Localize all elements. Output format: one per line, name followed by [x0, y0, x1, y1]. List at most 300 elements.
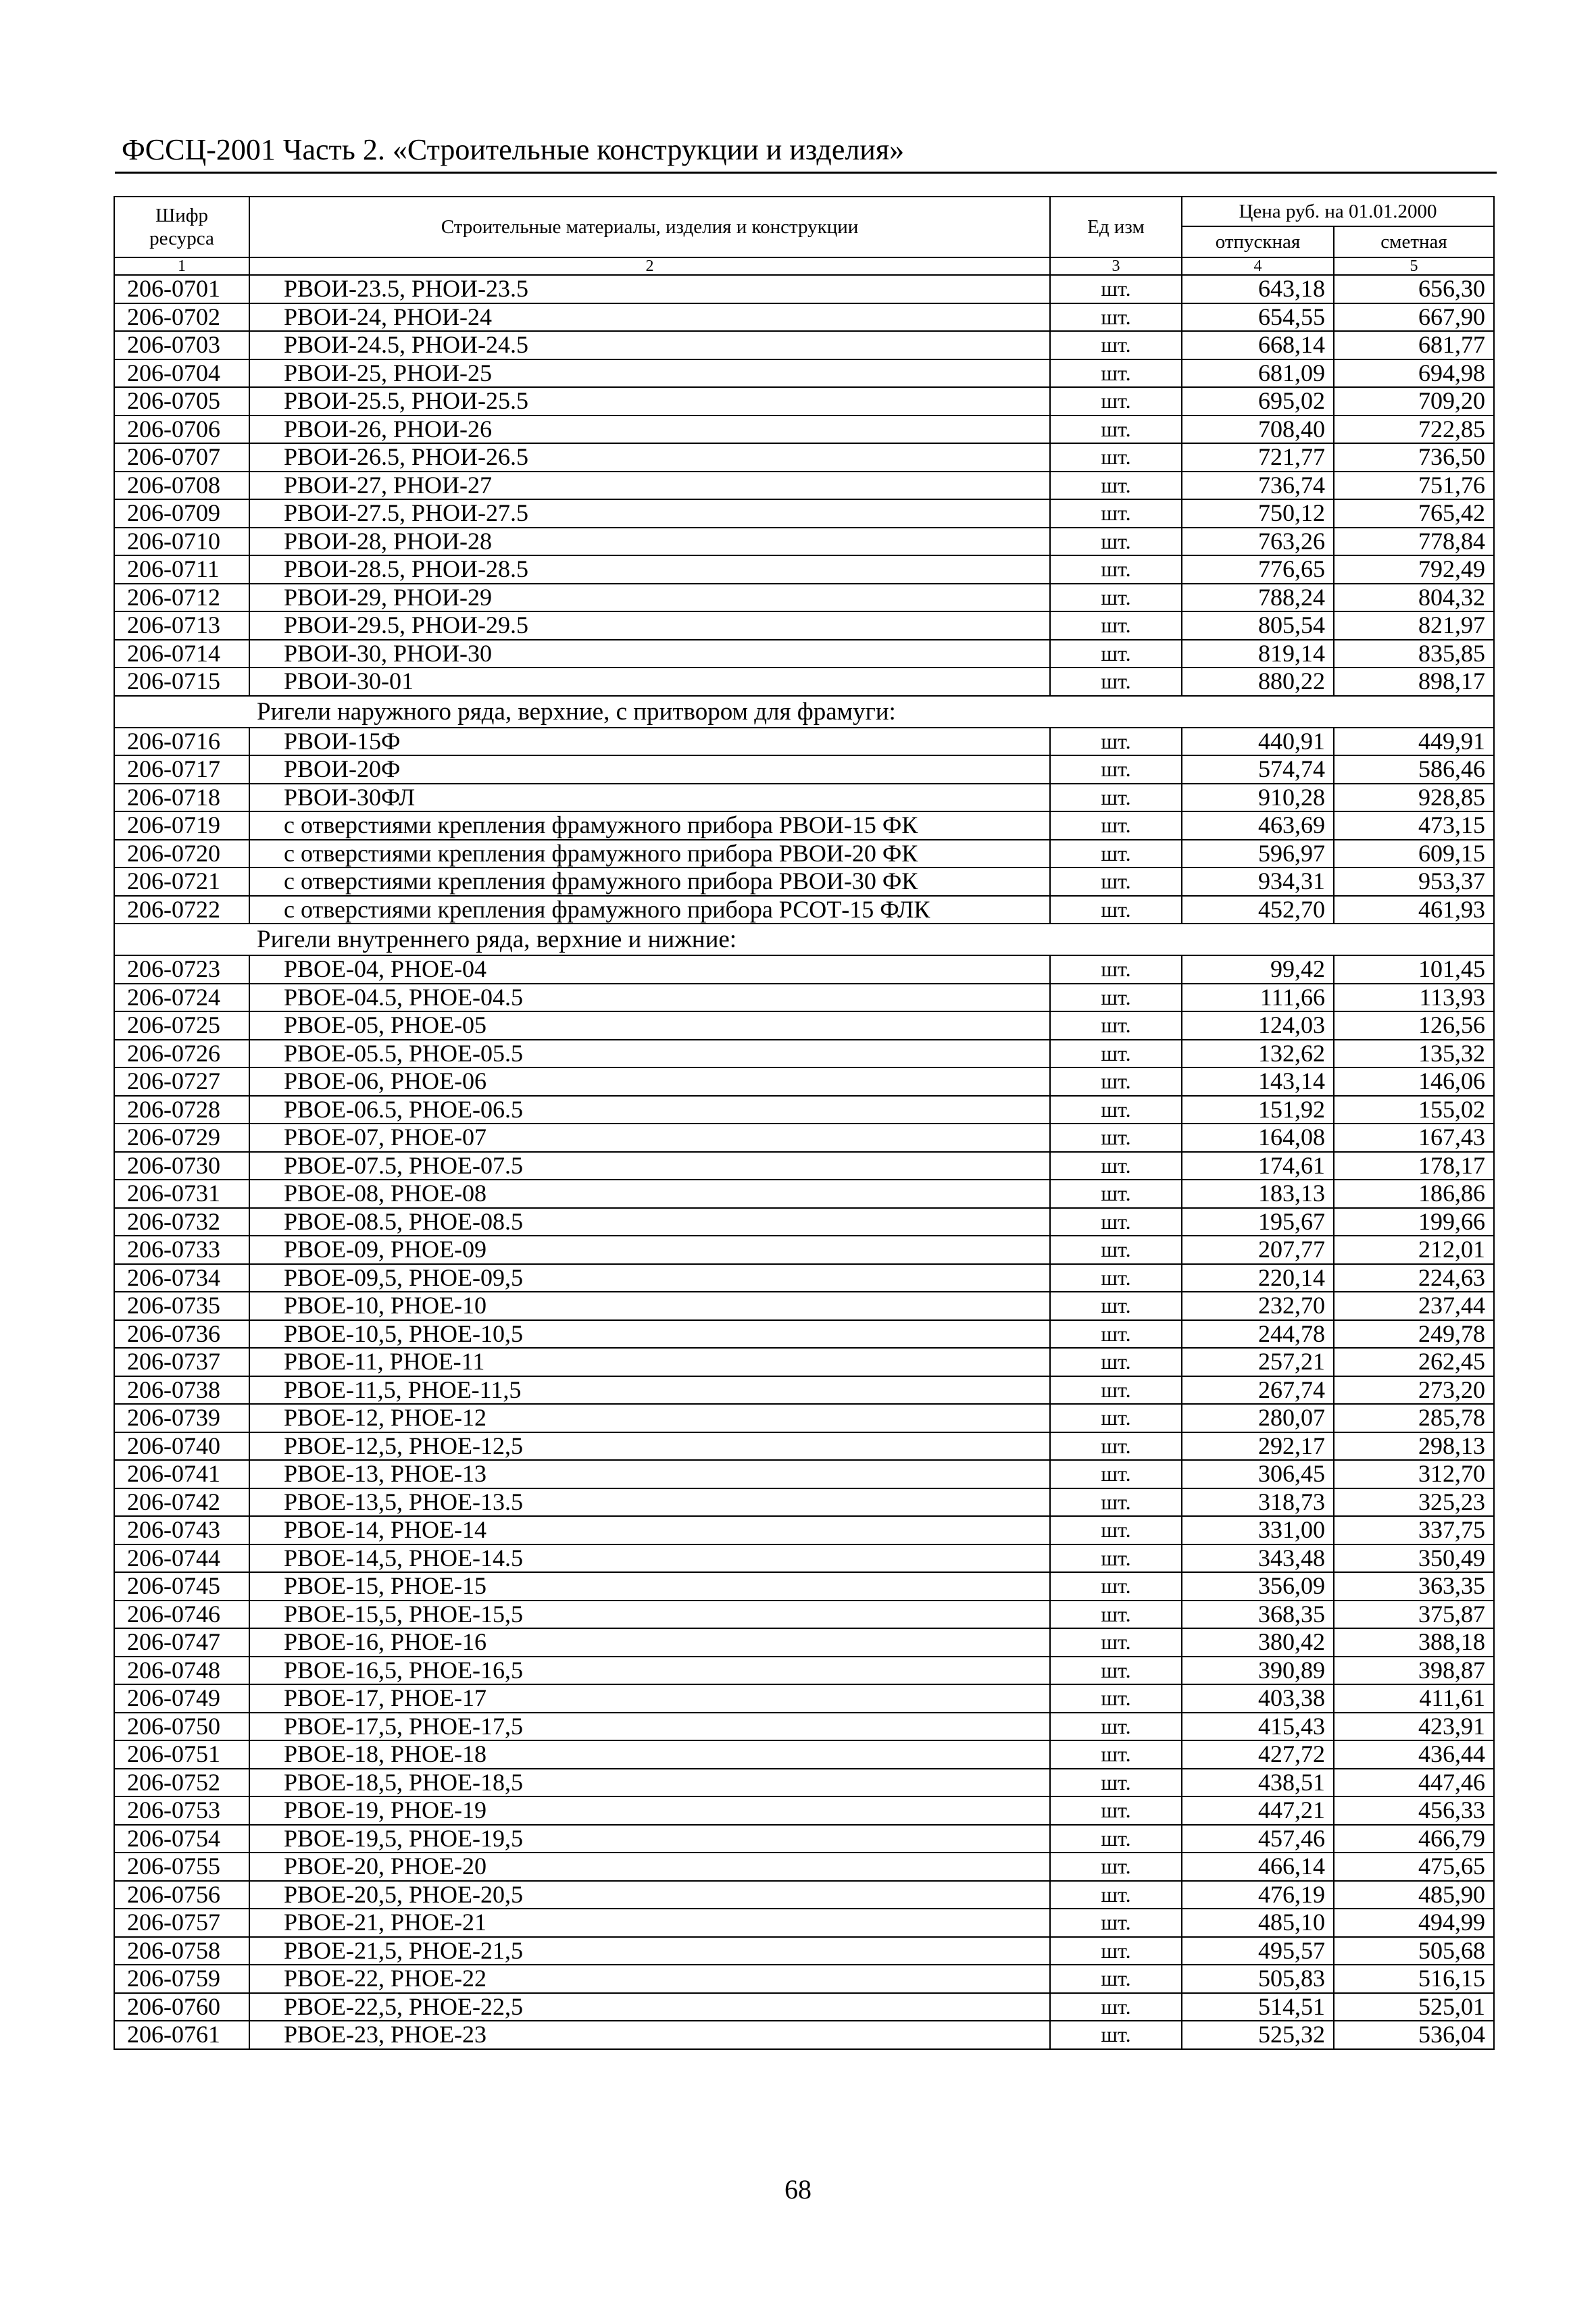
release-price: 910,28 — [1182, 784, 1334, 812]
unit-cell: шт. — [1050, 1937, 1182, 1965]
estimate-price: 146,06 — [1334, 1067, 1494, 1096]
estimate-price: 485,90 — [1334, 1881, 1494, 1909]
resource-code: 206-0703 — [114, 331, 249, 359]
table-row — [114, 1572, 1494, 1601]
resource-code: 206-0747 — [114, 1628, 249, 1657]
release-price: 457,46 — [1182, 1825, 1334, 1853]
estimate-price: 609,15 — [1334, 840, 1494, 868]
item-name: РВОИ-30ФЛ — [249, 784, 1050, 812]
item-name: РВОЕ-14, РНОЕ-14 — [249, 1516, 1050, 1544]
estimate-price: 461,93 — [1334, 896, 1494, 924]
resource-code: 206-0760 — [114, 1993, 249, 2021]
release-price: 438,51 — [1182, 1769, 1334, 1797]
header-rule — [115, 172, 1497, 174]
table-row — [114, 1657, 1494, 1685]
release-price: 466,14 — [1182, 1853, 1334, 1881]
unit-cell: шт. — [1050, 1348, 1182, 1376]
item-name: РВОЕ-23, РНОЕ-23 — [249, 2021, 1050, 2049]
item-name: РВОЕ-19, РНОЕ-19 — [249, 1796, 1050, 1825]
table-row — [114, 528, 1494, 556]
release-price: 750,12 — [1182, 499, 1334, 528]
section-row — [114, 696, 1494, 728]
table-row — [114, 1516, 1494, 1544]
resource-code: 206-0742 — [114, 1488, 249, 1517]
estimate-price: 681,77 — [1334, 331, 1494, 359]
resource-code: 206-0746 — [114, 1601, 249, 1629]
item-name: РВОЕ-13,5, РНОЕ-13.5 — [249, 1488, 1050, 1517]
unit-cell: шт. — [1050, 1320, 1182, 1349]
estimate-price: 101,45 — [1334, 955, 1494, 984]
estimate-price: 778,84 — [1334, 528, 1494, 556]
table-row — [114, 1348, 1494, 1376]
resource-code: 206-0712 — [114, 584, 249, 612]
estimate-price: 436,44 — [1334, 1740, 1494, 1769]
unit-cell: шт. — [1050, 1881, 1182, 1909]
table-row — [114, 275, 1494, 303]
release-price: 267,74 — [1182, 1376, 1334, 1405]
item-name: РВОЕ-09,5, РНОЕ-09,5 — [249, 1264, 1050, 1292]
table-row — [114, 2021, 1494, 2049]
unit-cell: шт. — [1050, 1628, 1182, 1657]
table-row — [114, 1740, 1494, 1769]
item-name: РВОЕ-05.5, РНОЕ-05.5 — [249, 1040, 1050, 1068]
estimate-price: 423,91 — [1334, 1713, 1494, 1741]
item-name: РВОЕ-12,5, РНОЕ-12,5 — [249, 1432, 1050, 1461]
price-table — [114, 196, 1495, 2050]
table-row — [114, 1096, 1494, 1124]
table-row — [114, 1460, 1494, 1488]
estimate-price: 285,78 — [1334, 1404, 1494, 1432]
unit-cell: шт. — [1050, 1292, 1182, 1320]
resource-code: 206-0755 — [114, 1853, 249, 1881]
resource-code: 206-0739 — [114, 1404, 249, 1432]
resource-code: 206-0741 — [114, 1460, 249, 1488]
unit-cell: шт. — [1050, 1152, 1182, 1180]
estimate-price: 765,42 — [1334, 499, 1494, 528]
item-name: РВОЕ-21, РНОЕ-21 — [249, 1909, 1050, 1937]
table-row — [114, 1601, 1494, 1629]
release-price: 681,09 — [1182, 359, 1334, 388]
col-number-5: 5 — [1334, 257, 1494, 275]
resource-code: 206-0718 — [114, 784, 249, 812]
estimate-price: 475,65 — [1334, 1853, 1494, 1881]
release-price: 124,03 — [1182, 1011, 1334, 1040]
item-name: РВОЕ-11,5, РНОЕ-11,5 — [249, 1376, 1050, 1405]
resource-code: 206-0726 — [114, 1040, 249, 1068]
estimate-price: 536,04 — [1334, 2021, 1494, 2049]
resource-code: 206-0705 — [114, 387, 249, 416]
resource-code: 206-0711 — [114, 555, 249, 584]
resource-code: 206-0725 — [114, 1011, 249, 1040]
estimate-price: 388,18 — [1334, 1628, 1494, 1657]
resource-code: 206-0728 — [114, 1096, 249, 1124]
release-price: 232,70 — [1182, 1292, 1334, 1320]
release-price: 390,89 — [1182, 1657, 1334, 1685]
table-row — [114, 728, 1494, 756]
release-price: 934,31 — [1182, 867, 1334, 896]
release-price: 403,38 — [1182, 1684, 1334, 1713]
table-row — [114, 387, 1494, 416]
release-price: 368,35 — [1182, 1601, 1334, 1629]
release-price: 695,02 — [1182, 387, 1334, 416]
table-row — [114, 1124, 1494, 1152]
table-row — [114, 1544, 1494, 1573]
unit-cell: шт. — [1050, 1208, 1182, 1236]
item-name: РВОЕ-22,5, РНОЕ-22,5 — [249, 1993, 1050, 2021]
table-row — [114, 1040, 1494, 1068]
release-price: 99,42 — [1182, 955, 1334, 984]
item-name: РВОЕ-08.5, РНОЕ-08.5 — [249, 1208, 1050, 1236]
estimate-price: 792,49 — [1334, 555, 1494, 584]
section-title: Ригели внутреннего ряда, верхние и нижние: — [114, 924, 1494, 955]
table-body — [114, 275, 1494, 2049]
item-name: РВОЕ-15,5, РНОЕ-15,5 — [249, 1601, 1050, 1629]
estimate-price: 953,37 — [1334, 867, 1494, 896]
table-row — [114, 1236, 1494, 1264]
item-name: РВОИ-28, РНОИ-28 — [249, 528, 1050, 556]
col-header-name: Строительные материалы, изделия и конструкции — [249, 197, 1050, 257]
estimate-price: 449,91 — [1334, 728, 1494, 756]
unit-cell: шт. — [1050, 1040, 1182, 1068]
table-row — [114, 499, 1494, 528]
resource-code: 206-0733 — [114, 1236, 249, 1264]
estimate-price: 212,01 — [1334, 1236, 1494, 1264]
item-name: РВОЕ-13, РНОЕ-13 — [249, 1460, 1050, 1488]
table-row — [114, 611, 1494, 640]
release-price: 805,54 — [1182, 611, 1334, 640]
resource-code: 206-0707 — [114, 443, 249, 472]
resource-code: 206-0723 — [114, 955, 249, 984]
release-price: 380,42 — [1182, 1628, 1334, 1657]
estimate-price: 835,85 — [1334, 640, 1494, 668]
estimate-price: 722,85 — [1334, 416, 1494, 444]
estimate-price: 447,46 — [1334, 1769, 1494, 1797]
estimate-price: 898,17 — [1334, 668, 1494, 696]
resource-code: 206-0750 — [114, 1713, 249, 1741]
resource-code: 206-0731 — [114, 1180, 249, 1208]
resource-code: 206-0717 — [114, 755, 249, 784]
unit-cell: шт. — [1050, 1432, 1182, 1461]
unit-cell: шт. — [1050, 528, 1182, 556]
item-name: РВОЕ-07, РНОЕ-07 — [249, 1124, 1050, 1152]
resource-code: 206-0727 — [114, 1067, 249, 1096]
unit-cell: шт. — [1050, 1740, 1182, 1769]
table-row — [114, 416, 1494, 444]
estimate-price: 525,01 — [1334, 1993, 1494, 2021]
unit-cell: шт. — [1050, 331, 1182, 359]
resource-code: 206-0757 — [114, 1909, 249, 1937]
table-row — [114, 784, 1494, 812]
unit-cell: шт. — [1050, 416, 1182, 444]
resource-code: 206-0735 — [114, 1292, 249, 1320]
resource-code: 206-0721 — [114, 867, 249, 896]
item-name: РВОЕ-21,5, РНОЕ-21,5 — [249, 1937, 1050, 1965]
estimate-price: 337,75 — [1334, 1516, 1494, 1544]
resource-code: 206-0745 — [114, 1572, 249, 1601]
unit-cell: шт. — [1050, 1965, 1182, 1993]
unit-cell: шт. — [1050, 1853, 1182, 1881]
release-price: 463,69 — [1182, 811, 1334, 840]
release-price: 132,62 — [1182, 1040, 1334, 1068]
table-row — [114, 1404, 1494, 1432]
item-name: РВОЕ-12, РНОЕ-12 — [249, 1404, 1050, 1432]
unit-cell: шт. — [1050, 359, 1182, 388]
release-price: 654,55 — [1182, 303, 1334, 332]
release-price: 574,74 — [1182, 755, 1334, 784]
estimate-price: 325,23 — [1334, 1488, 1494, 1517]
estimate-price: 505,68 — [1334, 1937, 1494, 1965]
table-row — [114, 1796, 1494, 1825]
page-number: 68 — [784, 2174, 812, 2205]
resource-code: 206-0704 — [114, 359, 249, 388]
release-price: 356,09 — [1182, 1572, 1334, 1601]
estimate-price: 456,33 — [1334, 1796, 1494, 1825]
table-row — [114, 1376, 1494, 1405]
release-price: 244,78 — [1182, 1320, 1334, 1349]
release-price: 476,19 — [1182, 1881, 1334, 1909]
table-row — [114, 1488, 1494, 1517]
item-name: с отверстиями крепления фрамужного прибора РВОИ-15 ФК — [249, 811, 1050, 840]
item-name: РВОЕ-05, РНОЕ-05 — [249, 1011, 1050, 1040]
table-row — [114, 1769, 1494, 1797]
estimate-price: 398,87 — [1334, 1657, 1494, 1685]
table-row — [114, 1292, 1494, 1320]
unit-cell: шт. — [1050, 1264, 1182, 1292]
estimate-price: 804,32 — [1334, 584, 1494, 612]
estimate-price: 273,20 — [1334, 1376, 1494, 1405]
resource-code: 206-0740 — [114, 1432, 249, 1461]
item-name: РВОЕ-22, РНОЕ-22 — [249, 1965, 1050, 1993]
table-row — [114, 755, 1494, 784]
item-name: РВОЕ-17,5, РНОЕ-17,5 — [249, 1713, 1050, 1741]
release-price: 318,73 — [1182, 1488, 1334, 1517]
unit-cell: шт. — [1050, 728, 1182, 756]
table-row — [114, 955, 1494, 984]
release-price: 596,97 — [1182, 840, 1334, 868]
table-row — [114, 1011, 1494, 1040]
estimate-price: 298,13 — [1334, 1432, 1494, 1461]
release-price: 708,40 — [1182, 416, 1334, 444]
estimate-price: 363,35 — [1334, 1572, 1494, 1601]
estimate-price: 312,70 — [1334, 1460, 1494, 1488]
unit-cell: шт. — [1050, 640, 1182, 668]
item-name: РВОИ-25.5, РНОИ-25.5 — [249, 387, 1050, 416]
unit-cell: шт. — [1050, 611, 1182, 640]
estimate-price: 667,90 — [1334, 303, 1494, 332]
estimate-price: 751,76 — [1334, 472, 1494, 500]
unit-cell: шт. — [1050, 1713, 1182, 1741]
resource-code: 206-0759 — [114, 1965, 249, 1993]
release-price: 880,22 — [1182, 668, 1334, 696]
resource-code: 206-0738 — [114, 1376, 249, 1405]
unit-cell: шт. — [1050, 668, 1182, 696]
table-row — [114, 1152, 1494, 1180]
unit-cell: шт. — [1050, 1572, 1182, 1601]
item-name: РВОИ-30-01 — [249, 668, 1050, 696]
resource-code: 206-0701 — [114, 275, 249, 303]
release-price: 151,92 — [1182, 1096, 1334, 1124]
unit-cell: шт. — [1050, 867, 1182, 896]
table-row — [114, 811, 1494, 840]
table-row — [114, 984, 1494, 1012]
resource-code: 206-0729 — [114, 1124, 249, 1152]
estimate-price: 155,02 — [1334, 1096, 1494, 1124]
unit-cell: шт. — [1050, 1909, 1182, 1937]
item-name: РВОЕ-15, РНОЕ-15 — [249, 1572, 1050, 1601]
release-price: 143,14 — [1182, 1067, 1334, 1096]
item-name: РВОИ-15Ф — [249, 728, 1050, 756]
resource-code: 206-0706 — [114, 416, 249, 444]
estimate-price: 466,79 — [1334, 1825, 1494, 1853]
table-row — [114, 1881, 1494, 1909]
estimate-price: 262,45 — [1334, 1348, 1494, 1376]
unit-cell: шт. — [1050, 1180, 1182, 1208]
section-row — [114, 924, 1494, 955]
estimate-price: 224,63 — [1334, 1264, 1494, 1292]
estimate-price: 736,50 — [1334, 443, 1494, 472]
release-price: 776,65 — [1182, 555, 1334, 584]
release-price: 220,14 — [1182, 1264, 1334, 1292]
item-name: РВОЕ-11, РНОЕ-11 — [249, 1348, 1050, 1376]
resource-code: 206-0744 — [114, 1544, 249, 1573]
table-row — [114, 443, 1494, 472]
release-price: 440,91 — [1182, 728, 1334, 756]
estimate-price: 126,56 — [1334, 1011, 1494, 1040]
resource-code: 206-0751 — [114, 1740, 249, 1769]
table-row — [114, 1909, 1494, 1937]
resource-code: 206-0719 — [114, 811, 249, 840]
col-number-4: 4 — [1182, 257, 1334, 275]
unit-cell: шт. — [1050, 275, 1182, 303]
release-price: 763,26 — [1182, 528, 1334, 556]
estimate-price: 167,43 — [1334, 1124, 1494, 1152]
table-row — [114, 896, 1494, 924]
item-name: РВОЕ-09, РНОЕ-09 — [249, 1236, 1050, 1264]
table-row — [114, 1432, 1494, 1461]
release-price: 427,72 — [1182, 1740, 1334, 1769]
unit-cell: шт. — [1050, 1601, 1182, 1629]
table-row — [114, 584, 1494, 612]
unit-cell: шт. — [1050, 811, 1182, 840]
item-name: РВОЕ-04.5, РНОЕ-04.5 — [249, 984, 1050, 1012]
table-row — [114, 359, 1494, 388]
col-number-1: 1 — [114, 257, 249, 275]
table-row — [114, 640, 1494, 668]
table-row — [114, 1180, 1494, 1208]
estimate-price: 237,44 — [1334, 1292, 1494, 1320]
release-price: 721,77 — [1182, 443, 1334, 472]
release-price: 207,77 — [1182, 1236, 1334, 1264]
release-price: 736,74 — [1182, 472, 1334, 500]
unit-cell: шт. — [1050, 584, 1182, 612]
resource-code: 206-0736 — [114, 1320, 249, 1349]
resource-code: 206-0715 — [114, 668, 249, 696]
unit-cell: шт. — [1050, 1769, 1182, 1797]
table-row — [114, 303, 1494, 332]
release-price: 164,08 — [1182, 1124, 1334, 1152]
release-price: 257,21 — [1182, 1348, 1334, 1376]
unit-cell: шт. — [1050, 784, 1182, 812]
resource-code: 206-0702 — [114, 303, 249, 332]
table-row — [114, 1684, 1494, 1713]
item-name: РВОЕ-19,5, РНОЕ-19,5 — [249, 1825, 1050, 1853]
table-row — [114, 840, 1494, 868]
release-price: 819,14 — [1182, 640, 1334, 668]
item-name: РВОИ-28.5, РНОИ-28.5 — [249, 555, 1050, 584]
unit-cell: шт. — [1050, 1796, 1182, 1825]
item-name: РВОИ-24, РНОИ-24 — [249, 303, 1050, 332]
table-row — [114, 555, 1494, 584]
release-price: 415,43 — [1182, 1713, 1334, 1741]
resource-code: 206-0716 — [114, 728, 249, 756]
table-row — [114, 1067, 1494, 1096]
table-row — [114, 867, 1494, 896]
item-name: РВОИ-29.5, РНОИ-29.5 — [249, 611, 1050, 640]
item-name: РВОЕ-14,5, РНОЕ-14.5 — [249, 1544, 1050, 1573]
table-row — [114, 668, 1494, 696]
item-name: РВОИ-29, РНОИ-29 — [249, 584, 1050, 612]
release-price: 514,51 — [1182, 1993, 1334, 2021]
release-price: 111,66 — [1182, 984, 1334, 1012]
section-title: Ригели наружного ряда, верхние, с притвором для фрамуги: — [114, 696, 1494, 728]
unit-cell: шт. — [1050, 443, 1182, 472]
item-name: РВОЕ-16, РНОЕ-16 — [249, 1628, 1050, 1657]
estimate-price: 473,15 — [1334, 811, 1494, 840]
estimate-price: 586,46 — [1334, 755, 1494, 784]
item-name: РВОИ-25, РНОИ-25 — [249, 359, 1050, 388]
resource-code: 206-0758 — [114, 1937, 249, 1965]
resource-code: 206-0724 — [114, 984, 249, 1012]
resource-code: 206-0754 — [114, 1825, 249, 1853]
unit-cell: шт. — [1050, 1544, 1182, 1573]
item-name: РВОЕ-04, РНОЕ-04 — [249, 955, 1050, 984]
release-price: 447,21 — [1182, 1796, 1334, 1825]
table-row — [114, 1713, 1494, 1741]
item-name: РВОЕ-20, РНОЕ-20 — [249, 1853, 1050, 1881]
unit-cell: шт. — [1050, 1376, 1182, 1405]
estimate-price: 249,78 — [1334, 1320, 1494, 1349]
release-price: 495,57 — [1182, 1937, 1334, 1965]
table-row — [114, 1993, 1494, 2021]
estimate-price: 494,99 — [1334, 1909, 1494, 1937]
resource-code: 206-0714 — [114, 640, 249, 668]
resource-code: 206-0708 — [114, 472, 249, 500]
page-header: ФССЦ-2001 Часть 2. «Строительные конструкции и изделия» — [122, 133, 905, 166]
release-price: 183,13 — [1182, 1180, 1334, 1208]
resource-code: 206-0709 — [114, 499, 249, 528]
table-row — [114, 1320, 1494, 1349]
table-row — [114, 1937, 1494, 1965]
unit-cell: шт. — [1050, 955, 1182, 984]
item-name: РВОЕ-07.5, РНОЕ-07.5 — [249, 1152, 1050, 1180]
release-price: 485,10 — [1182, 1909, 1334, 1937]
release-price: 505,83 — [1182, 1965, 1334, 1993]
unit-cell: шт. — [1050, 472, 1182, 500]
unit-cell: шт. — [1050, 840, 1182, 868]
resource-code: 206-0713 — [114, 611, 249, 640]
estimate-price: 178,17 — [1334, 1152, 1494, 1180]
table-row — [114, 1628, 1494, 1657]
unit-cell: шт. — [1050, 896, 1182, 924]
item-name: РВОИ-30, РНОИ-30 — [249, 640, 1050, 668]
estimate-price: 375,87 — [1334, 1601, 1494, 1629]
release-price: 280,07 — [1182, 1404, 1334, 1432]
unit-cell: шт. — [1050, 303, 1182, 332]
unit-cell: шт. — [1050, 1684, 1182, 1713]
resource-code: 206-0737 — [114, 1348, 249, 1376]
item-name: РВОЕ-06, РНОЕ-06 — [249, 1067, 1050, 1096]
item-name: РВОЕ-10,5, РНОЕ-10,5 — [249, 1320, 1050, 1349]
